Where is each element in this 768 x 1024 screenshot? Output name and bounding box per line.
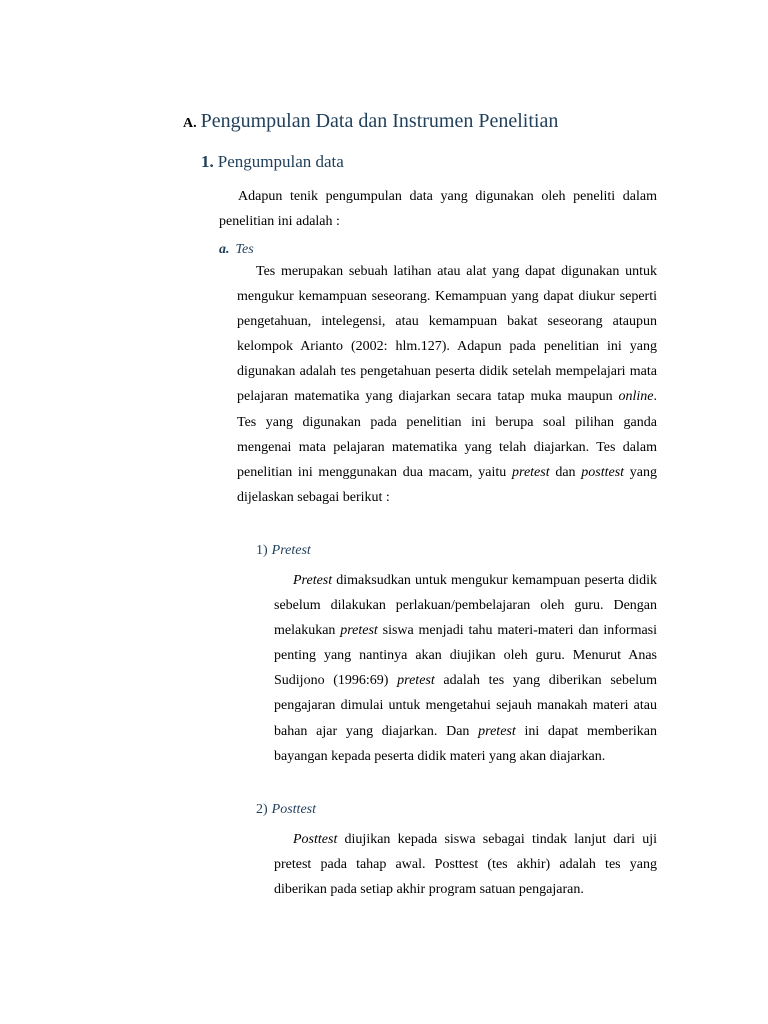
pretest-emphasis-4: pretest bbox=[478, 723, 516, 739]
subheading-tes-label: a. bbox=[219, 242, 230, 257]
section-1-label: 1. bbox=[201, 152, 214, 171]
tes-text-1: Tes merupakan sebuah latihan atau alat yang dapat digunakan untuk mengukur kemampuan seseorang. Kemampuan yang dapat diukur seperti pengetahuan, intelegensi, atau kemampuan bakat seseorang ataupun kelompok Arianto (2002: hlm.127). Adapun pada penelitian ini yang digunakan adalah tes pengetahuan peserta didik setelah mempelajari mata pelajaran matematika yang diajarkan secara tatap muka maupun bbox=[237, 264, 657, 405]
subheading-posttest-label: 2) bbox=[256, 802, 268, 817]
intro-text: Adapun tenik pengumpulan data yang digunakan oleh peneliti dalam penelitian ini adalah : bbox=[219, 189, 657, 229]
posttest-text-1: diujikan kepada siswa sebagai tindak lanjut dari uji pretest pada tahap awal. Posttest (tes akhir) adalah tes yang diberikan pada setiap akhir program satuan pengajaran. bbox=[274, 832, 657, 898]
tes-text-4: yang dijelaskan sebagai berikut : bbox=[237, 464, 658, 505]
pretest-text-3: adalah tes yang diberikan sebelum pengajaran dimulai untuk mengetahui sejauh manakah materi atau bahan ajar yang diajarkan. Dan bbox=[274, 673, 657, 739]
subheading-pretest-title: Pretest bbox=[271, 543, 311, 558]
pretest-paragraph bbox=[274, 568, 657, 769]
section-heading-1 bbox=[201, 152, 344, 172]
tes-emphasis-posttest: posttest bbox=[581, 464, 625, 480]
subheading-tes-title: Tes bbox=[235, 242, 254, 257]
posttest-emphasis-1: Posttest bbox=[293, 832, 338, 847]
tes-text-2: . Tes yang digunakan pada penelitian ini berupa soal pilihan ganda mengenai mata pelajaran matematika yang telah diajarkan. Tes dalam penelitian ini menggunakan dua macam, yaitu bbox=[237, 389, 657, 480]
tes-paragraph bbox=[237, 259, 657, 510]
subheading-posttest-title: Posttest bbox=[271, 802, 317, 817]
section-heading-a bbox=[183, 110, 558, 133]
section-1-title: Pengumpulan data bbox=[217, 152, 344, 171]
tes-emphasis-pretest: pretest bbox=[512, 464, 550, 480]
pretest-text-1: dimaksudkan untuk mengukur kemampuan peserta didik sebelum dilakukan perlakuan/pembelajaran oleh guru. Dengan melakukan bbox=[274, 573, 657, 639]
subheading-posttest bbox=[256, 802, 316, 818]
pretest-text-2: siswa menjadi tahu materi-materi dan informasi penting yang nantinya akan diujikan oleh guru. Menurut Anas Sudijono (1996:69) bbox=[274, 623, 658, 689]
tes-text-3: dan bbox=[549, 464, 582, 480]
subheading-tes bbox=[219, 242, 254, 258]
tes-emphasis-online: online bbox=[618, 389, 654, 405]
pretest-emphasis-2: pretest bbox=[340, 623, 378, 639]
pretest-emphasis-1: Pretest bbox=[293, 573, 333, 588]
pretest-text-4: ini dapat memberikan bayangan kepada peserta didik materi yang akan diajarkan. bbox=[274, 723, 657, 764]
section-a-title: Pengumpulan Data dan Instrumen Penelitian bbox=[200, 110, 559, 132]
subheading-pretest-label: 1) bbox=[256, 543, 268, 558]
subheading-pretest bbox=[256, 543, 311, 559]
intro-paragraph bbox=[219, 184, 657, 234]
pretest-emphasis-3: pretest bbox=[397, 673, 435, 689]
section-a-label: A. bbox=[183, 116, 197, 131]
posttest-paragraph bbox=[274, 827, 657, 902]
